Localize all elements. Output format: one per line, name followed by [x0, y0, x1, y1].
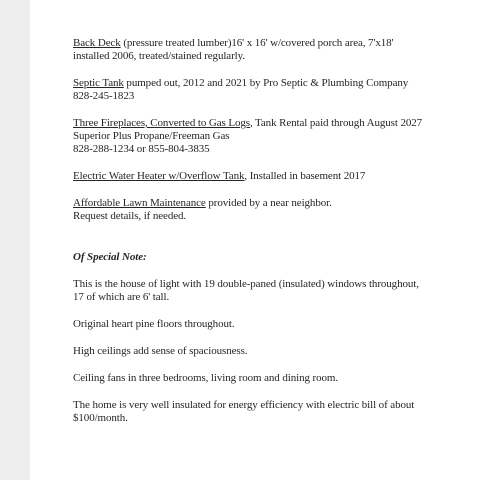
feature-line	[73, 170, 473, 183]
note-windows	[73, 278, 473, 304]
feature-title: Electric Water Heater w/Overflow Tank	[73, 170, 245, 182]
special-note-heading: Of Special Note:	[73, 251, 147, 263]
feature-water-heater	[73, 170, 473, 183]
feature-detail: (pressure treated lumber)16' x 16' w/covered porch area, 7'x18'	[120, 37, 394, 49]
feature-title: Affordable Lawn Maintenance	[73, 197, 206, 209]
feature-detail-line: installed 2006, treated/stained regularly.	[73, 50, 245, 62]
note-line: This is the house of light with 19 double-paned (insulated) windows throughout,	[73, 278, 419, 290]
feature-back-deck	[73, 37, 473, 63]
feature-line	[73, 37, 473, 50]
feature-phone: 828-245-1823	[73, 90, 135, 102]
feature-detail: provided by a near neighbor.	[205, 197, 332, 209]
note-floors	[73, 318, 473, 331]
feature-septic-tank	[73, 77, 473, 103]
note-insulation	[73, 399, 473, 425]
note-line: The home is very well insulated for energy efficiency with electric bill of about	[73, 399, 415, 411]
feature-lawn-maintenance	[73, 197, 473, 223]
feature-detail: pumped out, 2012 and 2021 by Pro Septic & Plumbing Company	[123, 77, 409, 89]
page-left-margin	[0, 0, 30, 480]
feature-detail: , Tank Rental paid through August 2027	[249, 117, 423, 129]
document-page	[30, 0, 490, 480]
note-ceilings	[73, 345, 473, 358]
note-line: 17 of which are 6' tall.	[73, 291, 170, 303]
feature-phone: 828-288-1234 or 855-804-3835	[73, 143, 210, 155]
feature-line	[73, 117, 473, 130]
note-line: $100/month.	[73, 412, 128, 424]
feature-title: Septic Tank	[73, 77, 124, 89]
feature-title: Back Deck	[73, 37, 121, 49]
note-line: High ceilings add sense of spaciousness.	[73, 345, 248, 357]
note-line: Ceiling fans in three bedrooms, living room and dining room.	[73, 372, 338, 384]
feature-detail-line: Request details, if needed.	[73, 210, 187, 222]
document-content	[73, 37, 473, 439]
feature-fireplaces	[73, 117, 473, 156]
feature-line	[73, 197, 473, 210]
note-line: Original heart pine floors throughout.	[73, 318, 235, 330]
feature-line	[73, 77, 473, 90]
feature-title: Three Fireplaces, Converted to Gas Logs	[73, 117, 250, 129]
feature-detail: , Installed in basement 2017	[244, 170, 366, 182]
note-ceiling-fans	[73, 372, 473, 385]
feature-detail-line: Superior Plus Propane/Freeman Gas	[73, 130, 230, 142]
